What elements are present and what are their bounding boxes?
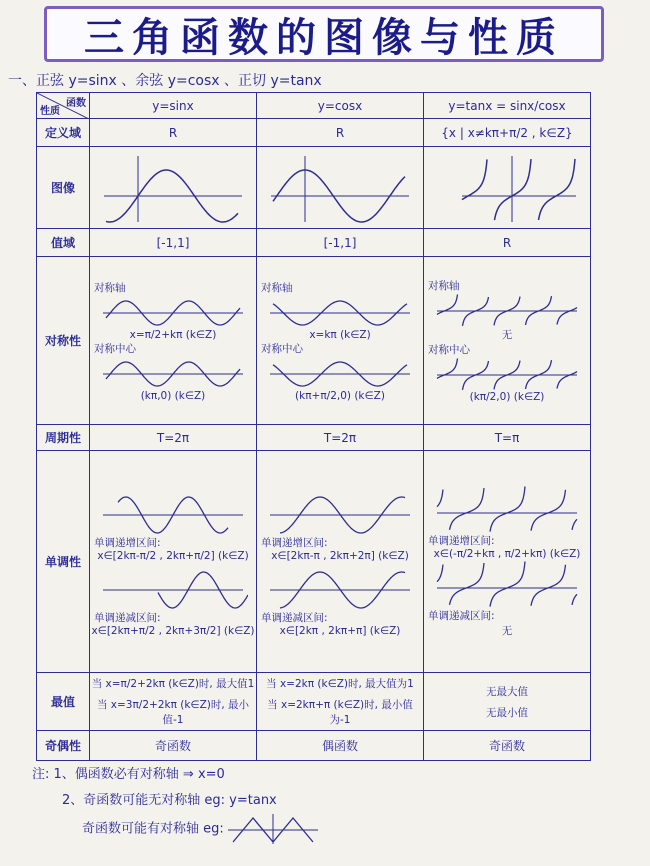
- cos-dec: x∈[2kπ , 2kπ+π] (k∈Z): [279, 624, 401, 637]
- domain-sin: R: [90, 119, 257, 147]
- center-label-sin: 对称中心: [94, 342, 136, 355]
- sin-graph: [98, 150, 248, 226]
- cos-sym-graph: [265, 295, 415, 329]
- inc-label-cos: 单调递增区间:: [261, 536, 328, 549]
- domain-tan: {x | x≠kπ+π/2 , k∈Z}: [424, 119, 591, 147]
- period-cos: T=2π: [257, 425, 424, 451]
- monotonic-sin: [90, 451, 257, 673]
- cos-graph: [265, 150, 415, 226]
- axis-label-sin: 对称轴: [94, 281, 126, 294]
- corner-top: 函数: [66, 98, 86, 109]
- cos-max: 当 x=2kπ (k∈Z)时, 最大值为1: [266, 678, 414, 690]
- sin-center-graph: [98, 356, 248, 390]
- properties-table: [36, 92, 591, 761]
- tan-dec: 无: [501, 625, 513, 637]
- graph-label: 图像: [37, 147, 90, 229]
- graph-cos: [257, 147, 424, 229]
- note-3: [32, 814, 318, 844]
- tan-center: (kπ/2,0) (k∈Z): [469, 391, 545, 403]
- cos-inc: x∈[2kπ-π , 2kπ+2π] (k∈Z): [271, 549, 409, 562]
- cos-center: (kπ+π/2,0) (k∈Z): [295, 389, 385, 402]
- symmetry-cos: [257, 257, 424, 425]
- title-box: [44, 6, 604, 62]
- dec-label-tan: 单调递减区间:: [428, 610, 495, 622]
- notes: [32, 762, 318, 844]
- cos-axis: x=kπ (k∈Z): [309, 328, 371, 341]
- axis-label-tan: 对称轴: [428, 280, 460, 292]
- graph-tan: [424, 147, 591, 229]
- note-3-text: 奇函数可能有对称轴 eg:: [82, 821, 224, 837]
- cos-dec-graph: [265, 562, 415, 610]
- extreme-row: [37, 673, 591, 731]
- cos-min: 当 x=2kπ+π (k∈Z)时, 最小值为-1: [267, 699, 413, 726]
- domain-row: [37, 119, 591, 147]
- sin-dec-graph: [98, 562, 248, 610]
- range-tan: R: [424, 229, 591, 257]
- range-sin: [-1,1]: [90, 229, 257, 257]
- cos-inc-graph: [265, 487, 415, 535]
- header-cos: y=cosx: [257, 93, 424, 119]
- sin-center: (kπ,0) (k∈Z): [140, 389, 206, 402]
- domain-label: 定义域: [37, 119, 90, 147]
- header-tan: y=tanx = sinx/cosx: [424, 93, 591, 119]
- extreme-sin: [90, 673, 257, 731]
- range-cos: [-1,1]: [257, 229, 424, 257]
- range-row: [37, 229, 591, 257]
- tan-min: 无最小值: [486, 706, 528, 719]
- tan-sym-graph: [432, 293, 582, 327]
- symmetry-label: 对称性: [37, 257, 90, 425]
- range-label: 值域: [37, 229, 90, 257]
- header-sin: y=sinx: [90, 93, 257, 119]
- parity-tan: 奇函数: [424, 731, 591, 761]
- sin-inc: x∈[2kπ-π/2 , 2kπ+π/2] (k∈Z): [97, 549, 249, 562]
- sin-inc-graph: [98, 487, 248, 535]
- tan-dec-graph: [432, 560, 582, 608]
- period-tan: T=π: [424, 425, 591, 451]
- monotonic-row: [37, 451, 591, 673]
- corner-bottom: 性质: [40, 106, 60, 117]
- monotonic-tan: [424, 451, 591, 673]
- parity-row: [37, 731, 591, 761]
- symmetry-row: [37, 257, 591, 425]
- symmetry-tan: [424, 257, 591, 425]
- sin-sym-graph: [98, 295, 248, 329]
- sin-axis: x=π/2+kπ (k∈Z): [129, 328, 217, 341]
- monotonic-cos: [257, 451, 424, 673]
- dec-label-cos: 单调递减区间:: [261, 611, 328, 624]
- tan-max: 无最大值: [486, 685, 528, 698]
- axis-label-cos: 对称轴: [261, 281, 293, 294]
- period-row: [37, 425, 591, 451]
- period-sin: T=2π: [90, 425, 257, 451]
- tan-inc-graph: [432, 485, 582, 533]
- graph-row: [37, 147, 591, 229]
- graph-sin: [90, 147, 257, 229]
- extreme-tan: [424, 673, 591, 731]
- cos-center-graph: [265, 356, 415, 390]
- extreme-cos: [257, 673, 424, 731]
- symmetry-sin: [90, 257, 257, 425]
- parity-sin: 奇函数: [90, 731, 257, 761]
- period-label: 周期性: [37, 425, 90, 451]
- parity-cos: 偶函数: [257, 731, 424, 761]
- corner-cell: [37, 93, 90, 119]
- note-2: 2、奇函数可能无对称轴 eg: y=tanx: [62, 793, 277, 808]
- sin-max: 当 x=π/2+2kπ (k∈Z)时, 最大值1: [91, 678, 255, 690]
- tan-graph: [432, 150, 582, 226]
- note-1: 注: 1、偶函数必有对称轴 ⇒ x=0: [32, 767, 225, 782]
- monotonic-label: 单调性: [37, 451, 90, 673]
- page-title: 三角函数的图像与性质: [84, 13, 564, 61]
- center-label-cos: 对称中心: [261, 342, 303, 355]
- tan-axis: 无: [501, 329, 513, 341]
- sin-min: 当 x=3π/2+2kπ (k∈Z)时, 最小值-1: [96, 699, 250, 726]
- table-header-row: [37, 93, 591, 119]
- extreme-label: 最值: [37, 673, 90, 731]
- tan-inc: x∈(-π/2+kπ , π/2+kπ) (k∈Z): [433, 548, 581, 560]
- note-graph: [228, 814, 318, 844]
- tan-center-graph: [432, 357, 582, 391]
- sin-dec: x∈[2kπ+π/2 , 2kπ+3π/2] (k∈Z): [91, 624, 255, 637]
- inc-label-sin: 单调递增区间:: [94, 536, 161, 549]
- section-heading: 一、正弦 y=sinx 、余弦 y=cosx 、正切 y=tanx: [8, 73, 322, 89]
- parity-label: 奇偶性: [37, 731, 90, 761]
- dec-label-sin: 单调递减区间:: [94, 611, 161, 624]
- center-label-tan: 对称中心: [428, 344, 470, 356]
- inc-label-tan: 单调递增区间:: [428, 535, 495, 547]
- domain-cos: R: [257, 119, 424, 147]
